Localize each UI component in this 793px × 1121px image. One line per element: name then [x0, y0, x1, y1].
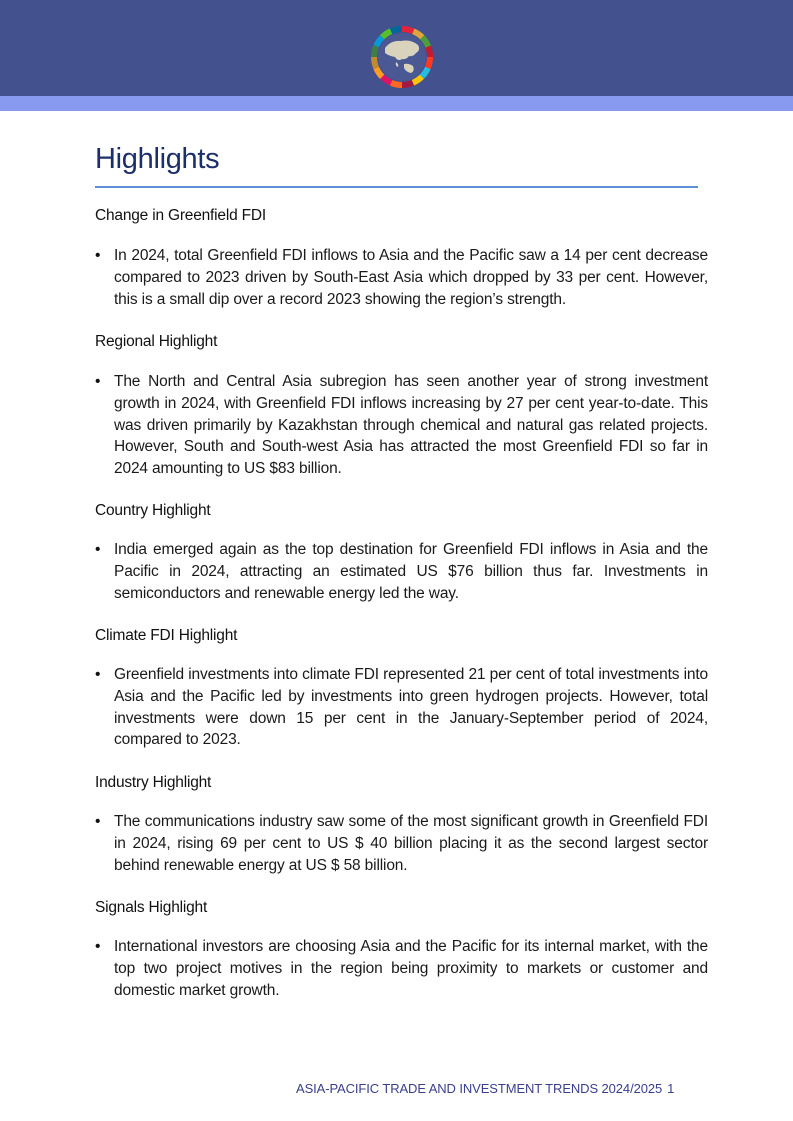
- bullet-text: The North and Central Asia subregion has seen another year of strong investment growth in 2024, with Greenfield FDI inflows increasing by 27 per cent year-to-date. This was driven primarily by Kazakhstan through chemical and natural gas related projects. However, South and South-west Asia has attracted the most Greenfield FDI so far in 2024 amounting to US $83 billion.: [114, 373, 708, 478]
- bullet-icon: •: [95, 247, 101, 264]
- bullet-icon: •: [95, 541, 101, 558]
- bullet-text: The communications industry saw some of the most significant growth in Greenfield FDI in 2024, rising 69 per cent to US $ 40 billion placing it as the second largest sector behind renewable energy at US $ 58 billion.: [114, 813, 708, 874]
- section-heading-regional-highlight: Regional Highlight: [95, 333, 218, 350]
- bullet-icon: •: [95, 666, 101, 683]
- section-heading-climate-fdi-highlight: Climate FDI Highlight: [95, 627, 238, 644]
- section-heading-signals-highlight: Signals Highlight: [95, 899, 208, 916]
- list-item: [95, 371, 708, 480]
- title-rule: [95, 186, 698, 188]
- bullet-text: Greenfield investments into climate FDI represented 21 per cent of total investments into Asia and the Pacific led by investments into green hydrogen projects. However, total investments were down 15 per cent in the January-September period of 2024, compared to 2023.: [114, 666, 708, 749]
- bullet-text: In 2024, total Greenfield FDI inflows to Asia and the Pacific saw a 14 per cent decrease compared to 2023 driven by South-East Asia which dropped by 33 per cent. However, this is a small dip over a record 2023 showing the region’s strength.: [114, 247, 708, 308]
- bullet-icon: •: [95, 938, 101, 955]
- page-number: 1: [667, 1081, 675, 1096]
- section-heading-change-in-greenfield-fdi: Change in Greenfield FDI: [95, 207, 266, 224]
- bullet-icon: •: [95, 813, 101, 830]
- section-heading-country-highlight: Country Highlight: [95, 502, 211, 519]
- footer-title: ASIA-PACIFIC TRADE AND INVESTMENT TRENDS 2024/2025: [296, 1081, 663, 1096]
- page-footer: [296, 1081, 674, 1096]
- bullet-text: India emerged again as the top destination for Greenfield FDI inflows in Asia and the Pacific in 2024, attracting an estimated US $76 billion thus far. Investments in semiconductors and renewable energy led the way.: [114, 541, 708, 602]
- bullet-icon: •: [95, 373, 101, 390]
- list-item: [95, 936, 708, 1001]
- list-item: [95, 664, 708, 751]
- list-item: [95, 539, 708, 604]
- page-title: Highlights: [95, 143, 220, 175]
- header-stripe: [0, 96, 793, 111]
- list-item: [95, 811, 708, 876]
- list-item: [95, 245, 708, 310]
- section-heading-industry-highlight: Industry Highlight: [95, 774, 212, 791]
- bullet-text: International investors are choosing Asia and the Pacific for its internal market, with the top two project motives in the region being proximity to markets or customer and domestic market growth.: [114, 938, 708, 999]
- asia-pacific-map-sdg-ring-icon: [371, 26, 433, 88]
